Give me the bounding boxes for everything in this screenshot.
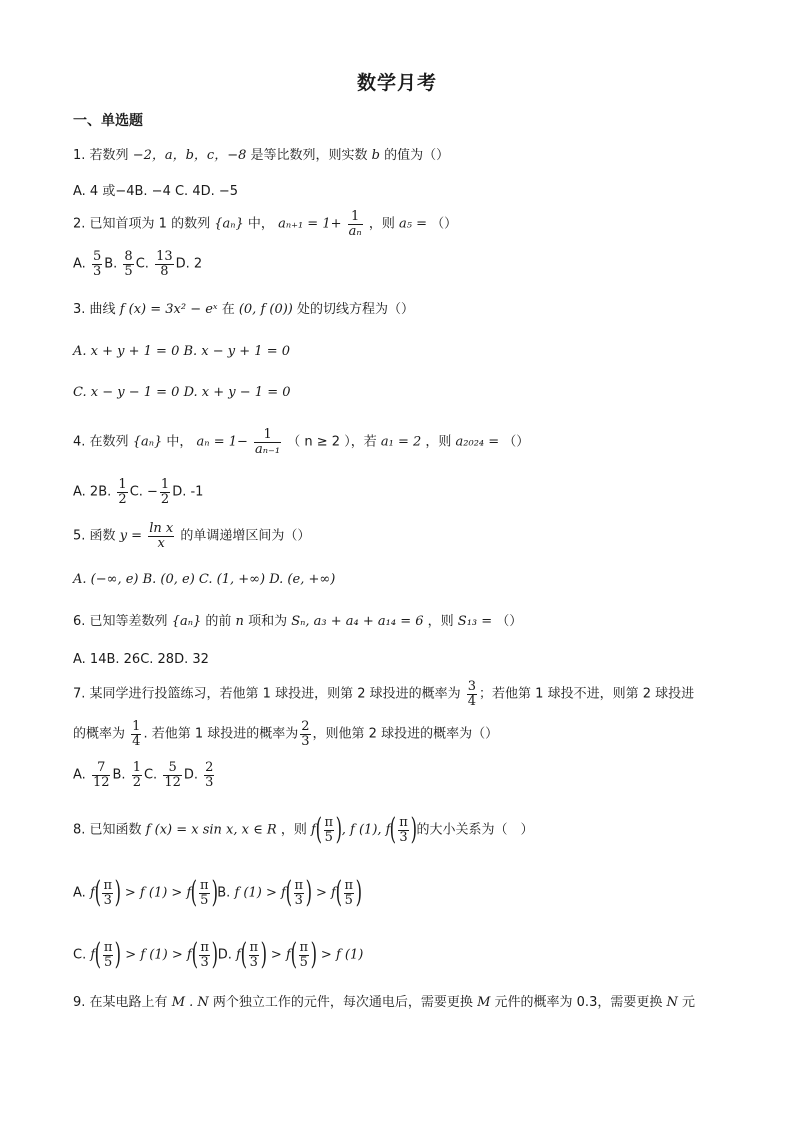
question-8-options-cd: C. f( $\frac{\pi}{5}$ ) > f (1) > f( $\frac{\pi}{3}$ )D. f( $\frac{\pi}{3}$ ) > f( $\frac{\pi}{5}$ ) > f (1) <box>73 937 364 972</box>
question-1-options: A. 4 或−4B. −4 C. 4D. −5 <box>73 184 239 199</box>
question-8: 8. 已知函数 f (x) = x sin x, x ∈ R ，则 f( $\frac{\pi}{5}$ ), f (1), f( $\frac{\pi}{3}$ )的大小关系为（ ） <box>73 812 534 847</box>
question-3-options-ab: A. x + y + 1 = 0 B. x − y + 1 = 0 <box>73 344 290 359</box>
sequence-terms: −2，a，b，c，−8 <box>132 148 247 163</box>
question-5: 5. 函数 y = $\frac{\text{ln x}}{x}$ 的单调递增区间为（） <box>73 521 311 551</box>
fraction: $\frac{1}{\text{aₙ}}$ <box>348 209 362 239</box>
question-6: 6. 已知等差数列 {aₙ} 的前 n 项和为 Sₙ, a₃ + a₄ + a₁₄ = 6 ，则 S₁₃ = （） <box>73 614 523 629</box>
question-4-options: A. 2B. $\frac{1}{2}$ C. − $\frac{1}{2}$ D. -1 <box>73 477 204 507</box>
question-7-line-2: 的概率为 $\frac{1}{4}$ . 若他第 1 球投进的概率为 $\frac{2}{3}$ ，则他第 2 球投进的概率为（） <box>73 719 499 749</box>
question-3-options-cd: C. x − y − 1 = 0 D. x + y − 1 = 0 <box>73 385 291 400</box>
question-3: 3. 曲线 f (x) = 3x² − eˣ 在 (0, f (0)) 处的切线方程为（） <box>73 302 415 317</box>
question-5-options: A. (−∞, e) B. (0, e) C. (1, +∞) D. (e, +∞) <box>73 572 336 587</box>
question-7-line-1: 7. 某同学进行投篮练习，若他第 1 球投进，则第 2 球投进的概率为 $\frac{3}{4}$ ；若他第 1 球投不进，则第 2 球投进 <box>73 679 695 709</box>
question-6-options: A. 14B. 26C. 28D. 32 <box>73 652 209 667</box>
question-9: 9. 在某电路上有 M . N 两个独立工作的元件，每次通电后，需要更换 M 元件的概率为 0.3，需要更换 N 元 <box>73 995 696 1010</box>
question-8-options-ab: A. f( $\frac{\pi}{3}$ ) > f (1) > f( $\frac{\pi}{5}$ )B. f (1) > f( $\frac{\pi}{3}$ ) > f( $\frac{\pi}{5}$ ) <box>73 875 363 910</box>
page-title: 数学月考 <box>356 72 437 94</box>
question-7-options: A. $\frac{7}{12}$ B. $\frac{1}{2}$ C. $\frac{5}{12}$ D. $\frac{2}{3}$ <box>73 760 214 790</box>
fraction: $\frac{\text{ln x}}{x}$ <box>149 521 174 551</box>
question-4: 4. 在数列 {aₙ} 中， aₙ = 1− $\frac{1}{\text{aₙ₋₁}}$ （ n ≥ 2 ），若 a₁ = 2 ，则 a₂₀₂₄ = （） <box>73 427 530 457</box>
question-2-options: A. $\frac{5}{3}$ B. $\frac{8}{5}$ C. $\frac{13}{8}$ D. 2 <box>73 249 203 279</box>
question-2: 2. 已知首项为 1 的数列 {aₙ} 中， aₙ₊₁ = 1+ $\frac{1}{\text{aₙ}}$ ，则 a₅ = （） <box>73 209 458 239</box>
section-heading: 一、单选题 <box>73 113 143 129</box>
question-1: 1. 若数列 −2，a，b，c，−8 是等比数列，则实数 b 的值为（） <box>73 148 450 163</box>
fraction: $\frac{1}{\text{aₙ₋₁}}$ <box>255 427 281 457</box>
